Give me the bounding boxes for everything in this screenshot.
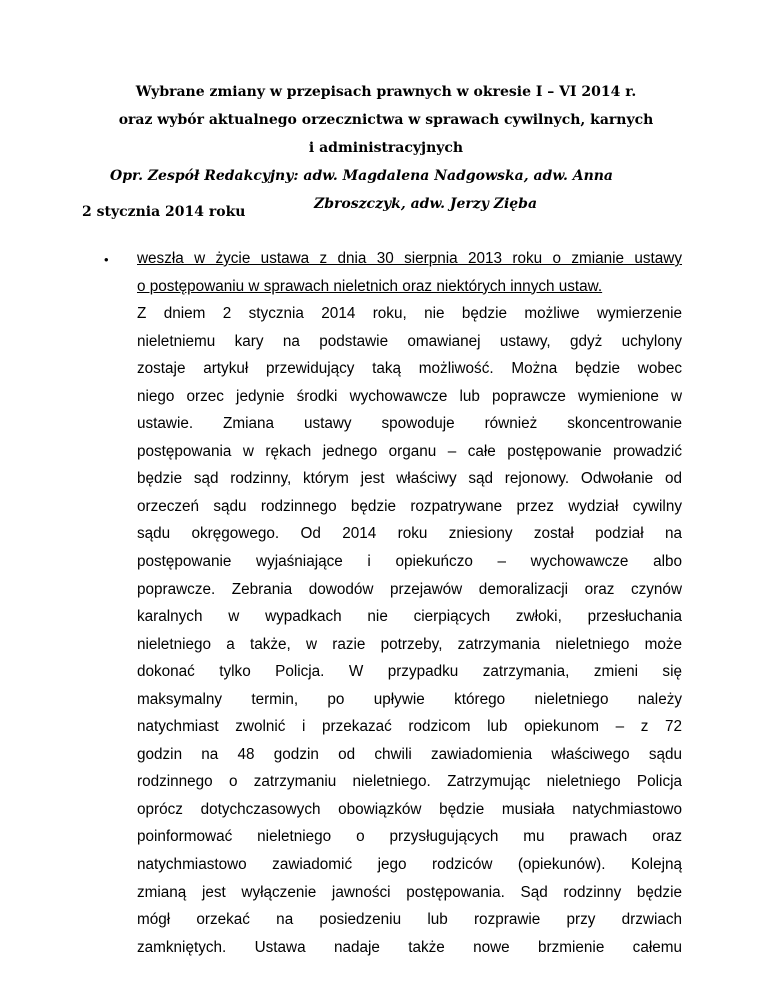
bullet-icon: • bbox=[104, 252, 109, 267]
authors-line-2: Zbroszczyk, adw. Jerzy Zięba bbox=[314, 196, 538, 212]
section-date: 2 stycznia 2014 roku bbox=[82, 204, 246, 220]
body-line: rodzinnego o zatrzymaniu nieletniego. Zatrzymując nieletniego Policja bbox=[137, 773, 682, 791]
body-line: będzie sąd rodzinny, którym jest właściwy sąd rejonowy. Odwołanie od bbox=[137, 470, 682, 488]
body-text bbox=[137, 245, 682, 961]
body-line: zamkniętych. Ustawa nadaje także nowe brzmienie całemu bbox=[137, 938, 682, 956]
body-line: nieletniemu kary na podstawie omawianej ustawy, gdyż uchylony bbox=[137, 332, 682, 350]
body-line: weszła w życie ustawa z dnia 30 sierpnia 2013 roku o zmianie ustawy bbox=[137, 250, 682, 267]
body-line: karalnych w wypadkach nie cierpiących zwłoki, przesłuchania bbox=[137, 608, 682, 626]
body-line: oprócz dotychczasowych obowiązków będzie musiała natychmiastowo bbox=[137, 800, 682, 818]
body-line: mógł orzekać na posiedzeniu lub rozprawie przy drzwiach bbox=[137, 911, 682, 929]
body-line: ustawie. Zmiana ustawy spowoduje również skoncentrowanie bbox=[137, 415, 682, 433]
body-line: dokonać tylko Policja. W przypadku zatrzymania, zmieni się bbox=[137, 663, 682, 681]
body-line: zmianą jest wyłączenie jawności postępowania. Sąd rodzinny będzie bbox=[137, 883, 682, 901]
title-line-1: Wybrane zmiany w przepisach prawnych w okresie I – VI 2014 r. bbox=[135, 84, 637, 100]
body-line: maksymalny termin, po upływie którego nieletniego należy bbox=[137, 690, 682, 708]
body-line: nieletniego a także, w razie potrzeby, zatrzymania nieletniego może bbox=[137, 635, 682, 653]
body-line: poinformować nieletniego o przysługujących mu prawach oraz bbox=[137, 828, 682, 846]
body-line: natychmiast zwolnić i przekazać rodzicom lub opiekunom – z 72 bbox=[137, 718, 682, 736]
body-line: zostaje artykuł przewidujący taką możliwość. Można będzie wobec bbox=[137, 360, 682, 378]
body-line: sądu okręgowego. Od 2014 roku zniesiony został podział na bbox=[137, 525, 682, 543]
title-line-2: oraz wybór aktualnego orzecznictwa w sprawach cywilnych, karnych bbox=[118, 112, 654, 128]
body-line: postępowania w rękach jednego organu – całe postępowanie prowadzić bbox=[137, 442, 682, 460]
body-line: o postępowaniu w sprawach nieletnich oraz niektórych innych ustaw. bbox=[137, 277, 603, 295]
body-line: Z dniem 2 stycznia 2014 roku, nie będzie możliwe wymierzenie bbox=[137, 305, 682, 323]
authors-line-1: Opr. Zespół Redakcyjny: adw. Magdalena Nadgowska, adw. Anna bbox=[110, 168, 614, 184]
body-line: poprawcze. Zebrania dowodów przejawów demoralizacji oraz czynów bbox=[137, 580, 682, 598]
body-line: niego orzec jedynie środki wychowawcze lub poprawcze wymienione w bbox=[137, 387, 682, 405]
title-line-3: i administracyjnych bbox=[308, 140, 464, 156]
body-line: postępowanie wyjaśniające i opiekuńczo – wychowawcze albo bbox=[137, 553, 682, 571]
body-line: godzin na 48 godzin od chwili zawiadomienia właściwego sądu bbox=[137, 745, 682, 763]
body-line: orzeczeń sądu rodzinnego będzie rozpatrywane przez wydział cywilny bbox=[137, 497, 682, 515]
body-line: natychmiastowo zawiadomić jego rodziców (opiekunów). Kolejną bbox=[137, 856, 682, 874]
